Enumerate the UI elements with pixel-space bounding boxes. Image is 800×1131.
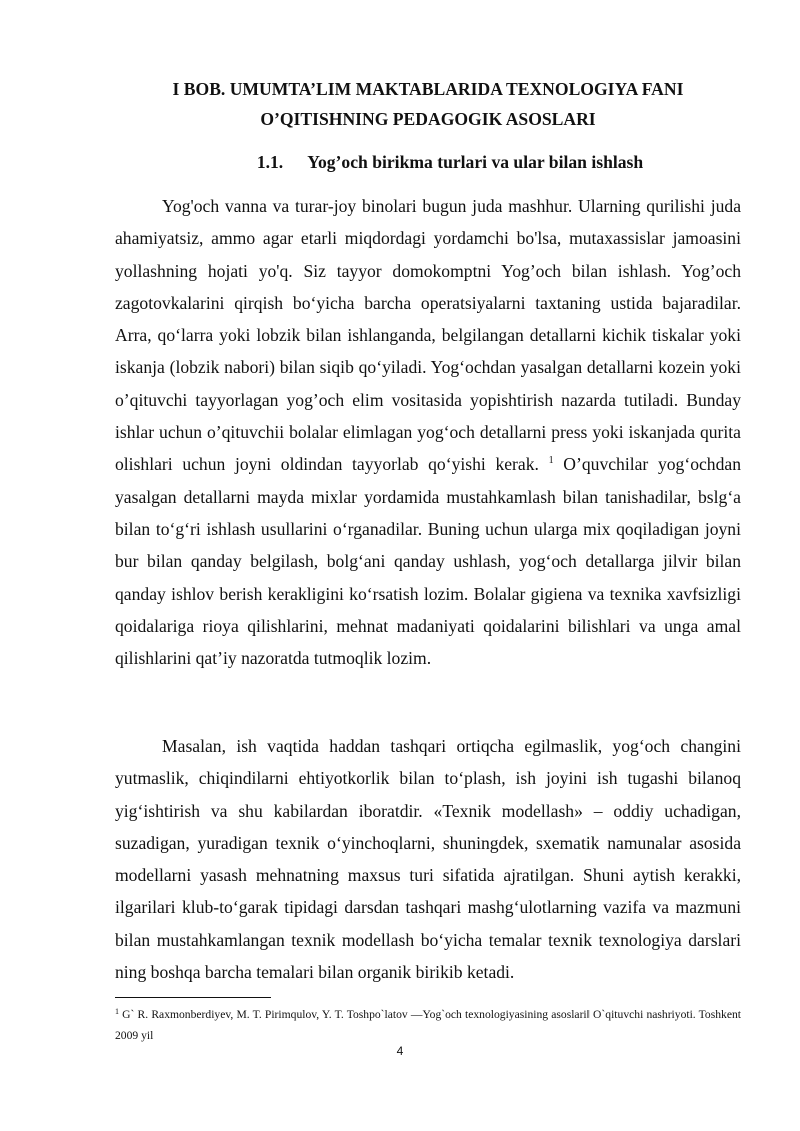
footnote-reference[interactable]: 1	[548, 455, 554, 467]
section-number: 1.1.	[256, 152, 284, 172]
footnote-separator	[115, 997, 271, 998]
chapter-title	[116, 74, 740, 134]
chapter-title-line-1: I BOB. UMUMTA’LIM MAKTABLARIDA TEXNOLOGIYA FANI	[172, 79, 684, 99]
section-title: Yog’och birikma turlari va ular bilan ishlash	[307, 152, 644, 172]
paragraph-2: Masalan, ish vaqtida haddan tashqari ortiqcha egilmaslik, yog‘och changini yutmaslik, chiqindilarni ehtiyotkorlik bilan to‘plash, ish joyini ish tugashi bilanoq yig‘ishtirish va shu kabilardan iboratdir. «Texnik modellash» – oddiy uchadigan, suzadigan, yuradigan texnik o‘yinchoqlarni, shuningdek, sxematik namunalar asosida modellarni yasash mehnatning maxsus turi sifatida ajratilgan. Shuni aytish kerakki, ilgarilari klub-to‘garak tipidagi darsdan tashqari mashg‘ulotlarning vazifa va mazmuni bilan mustahkamlangan texnik modellash bo‘yicha temalar texnik texnologiya darslari ning boshqa barcha temalari bilan organik birikib ketadi.	[115, 736, 741, 983]
paragraph-1-part-2: O’quvchilar yog‘ochdan yasalgan detallarni mayda mixlar yordamida mustahkamlash bilan tanishadilar, bslg‘a bilan to‘g‘ri ishlash usullarini o‘rganadilar. Buning uchun ularga mix qoqiladigan joyni bur bilan qanday belgilash, bolg‘ani qanday ushlash, yog‘och detallarga jilvir bilan qanday ishlov berish kerakligini ko‘rsatish lozim. Bolalar gigiena va texnika xavfsizligi qoidalariga rioya qilishlarini, mehnat madaniyati qoidalarini bilishlari va unga amal qilishlarini qat’iy nazoratda tutmoqlik lozim.	[115, 454, 742, 669]
chapter-title-line-2: O’QITISHNING PEDAGOGIK ASOSLARI	[260, 109, 596, 129]
page-number: 4	[396, 1044, 404, 1058]
section-heading	[200, 150, 700, 174]
footnote-marker: 1	[115, 1007, 119, 1016]
paragraph-1-part-1: Yog'och vanna va turar-joy binolari bugun juda mashhur. Ularning qurilishi juda ahamiyatsiz, ammo agar etarli miqdordagi yordamchi bo'lsa, mutaxassislar jamoasini yollashning hojati yo'q. Siz tayyor domokomptni Yog’och bilan ishlash. Yog’och zagotovkalarini qirqish bo‘yicha barcha operatsiyalarni taxtaning ustida bajaradilar. Arra, qo‘larra yoki lobzik bilan ishlanganda, belgilangan detallarni kichik tiskalar yoki iskanja (lobzik nabori) bilan siqib qo‘yiladi. Yog‘ochdan yasalgan detallarni kozein yoki o’qituvchi tayyorlagan yog’och elim vositasida yopishtirish nazarda tutiladi. Bunday ishlar uchun o’qituvchii bolalar elimlagan yog‘och detallarni press yoki iskanjada qurita olishlari uchun joyni oldindan tayyorlab qo‘yishi kerak.	[115, 196, 741, 475]
footnote	[115, 1004, 741, 1046]
footnote-text: G` R. Raxmonberdiyev, M. T. Pirimqulov, Y. T. Toshpo`latov ―Yog`och texnologiyasining asoslari‖ O`qituvchi nashriyoti. Toshkent 2009 yil	[115, 1008, 741, 1042]
paragraph-1	[115, 190, 741, 674]
